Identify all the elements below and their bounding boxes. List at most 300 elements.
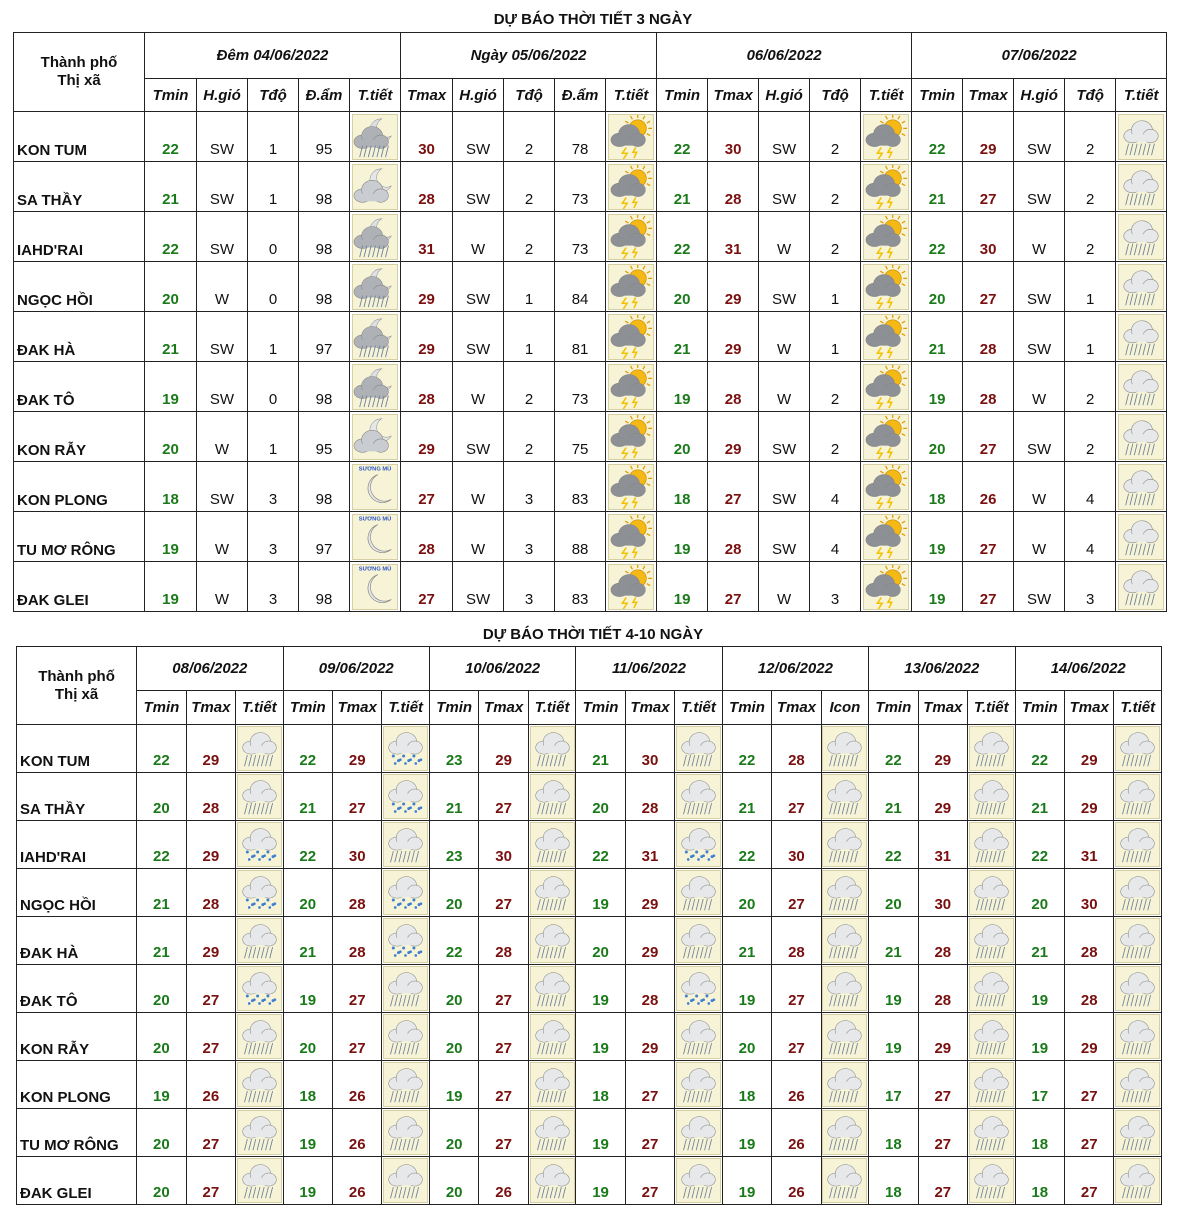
cloud-rain-icon	[1115, 1014, 1160, 1059]
tmax-value: 29	[186, 917, 235, 965]
wind-level: 3	[504, 512, 555, 562]
weather-icon-cell	[821, 725, 868, 773]
weather-icon-cell	[968, 1013, 1015, 1061]
weather-icon-cell	[236, 1061, 283, 1109]
tmin-value: 22	[869, 821, 918, 869]
weather-icon-cell	[350, 462, 401, 512]
tmax-value: 27	[186, 1157, 235, 1205]
humidity: 98	[299, 212, 350, 262]
cloud-rain-icon	[383, 1110, 428, 1155]
wind-level: 2	[504, 162, 555, 212]
tmin-value: 19	[912, 512, 963, 562]
cloud-showers-icon	[237, 966, 282, 1011]
humidity: 97	[299, 512, 350, 562]
date-header: 12/06/2022	[722, 647, 868, 691]
tmax-value: 29	[708, 412, 759, 462]
weather-icon-cell	[350, 112, 401, 162]
tmin-value: 19	[576, 965, 625, 1013]
tmax-value: 27	[186, 1013, 235, 1061]
column-header: Tmax	[918, 691, 967, 725]
tmax-value: 31	[625, 821, 674, 869]
tmin-value: 22	[137, 725, 186, 773]
table-row	[14, 462, 1167, 512]
wind-direction: SW	[197, 462, 248, 512]
tmax-value: 26	[333, 1061, 382, 1109]
wind-direction: SW	[453, 412, 504, 462]
thunderstorm-sun-icon	[608, 214, 654, 260]
wind-direction: SW	[197, 362, 248, 412]
tmin-value: 21	[722, 917, 771, 965]
tmin-value: 20	[137, 773, 186, 821]
weather-icon-cell	[861, 162, 912, 212]
cloud-showers-icon	[383, 774, 428, 819]
city-name: KON RẪY	[17, 1013, 137, 1061]
wind-direction: W	[759, 362, 810, 412]
column-header: Tđộ	[248, 79, 299, 112]
thunderstorm-sun-icon	[863, 114, 909, 160]
wind-level: 0	[248, 362, 299, 412]
tmin-value: 20	[145, 262, 197, 312]
cloud-rain-icon	[530, 966, 575, 1011]
wind-level: 4	[1065, 462, 1116, 512]
tmin-value: 19	[283, 1109, 332, 1157]
cloud-rain-icon	[676, 726, 721, 771]
thunderstorm-sun-icon	[863, 264, 909, 310]
weather-icon-cell	[821, 917, 868, 965]
tmin-value: 21	[912, 162, 963, 212]
tmax-value: 30	[479, 821, 528, 869]
column-header: T.tiết	[382, 691, 429, 725]
weather-icon-cell	[861, 562, 912, 612]
tmin-value: 20	[137, 1013, 186, 1061]
tmin-value: 22	[283, 725, 332, 773]
tmin-value: 20	[429, 1157, 478, 1205]
tmax-value: 30	[772, 821, 821, 869]
cloud-rain-icon	[1118, 364, 1164, 410]
city-name: NGỌC HỒI	[14, 262, 145, 312]
humidity: 98	[299, 362, 350, 412]
column-header: Tmin	[722, 691, 771, 725]
city-name: KON PLONG	[14, 462, 145, 512]
tmin-value: 22	[137, 821, 186, 869]
weather-icon-cell	[1116, 112, 1167, 162]
tmin-value: 19	[657, 512, 708, 562]
tmin-value: 20	[283, 869, 332, 917]
wind-direction: W	[197, 412, 248, 462]
table-row	[17, 1157, 1162, 1205]
column-header: Tđộ	[1065, 79, 1116, 112]
column-header: Tmax	[708, 79, 759, 112]
wind-level: 3	[504, 462, 555, 512]
tmin-value: 22	[429, 917, 478, 965]
tmin-value: 19	[1015, 1013, 1064, 1061]
wind-level: 2	[1065, 162, 1116, 212]
cloud-rain-icon	[530, 918, 575, 963]
cloud-rain-icon	[530, 726, 575, 771]
tmin-value: 21	[1015, 917, 1064, 965]
tmax-value: 27	[1064, 1157, 1113, 1205]
wind-level: 0	[248, 212, 299, 262]
weather-icon-cell	[861, 362, 912, 412]
cloud-showers-icon	[237, 870, 282, 915]
cloud-rain-icon	[383, 1062, 428, 1107]
tmin-value: 21	[657, 312, 708, 362]
table-row	[17, 821, 1162, 869]
tmax-value: 30	[963, 212, 1014, 262]
tmax-value: 30	[708, 112, 759, 162]
wind-direction: SW	[197, 112, 248, 162]
wind-level: 2	[810, 162, 861, 212]
humidity: 84	[555, 262, 606, 312]
tmin-value: 18	[722, 1061, 771, 1109]
cloud-rain-icon	[237, 1158, 282, 1203]
tmax-value: 28	[333, 869, 382, 917]
weather-icon-cell	[350, 512, 401, 562]
date-header: Ngày 05/06/2022	[401, 33, 657, 79]
cloud-rain-icon	[383, 1158, 428, 1203]
tmin-value: 19	[722, 1109, 771, 1157]
tmax-value: 30	[625, 725, 674, 773]
cloud-rain-icon	[237, 1014, 282, 1059]
wind-direction: W	[453, 462, 504, 512]
tmax-value: 26	[772, 1157, 821, 1205]
column-header: Tmin	[1015, 691, 1064, 725]
wind-level: 1	[1065, 262, 1116, 312]
tmax-value: 27	[625, 1157, 674, 1205]
tmin-value: 20	[429, 1013, 478, 1061]
tmax-value: 27	[479, 1109, 528, 1157]
short-forecast-table	[13, 32, 1167, 612]
cloud-rain-icon	[676, 1158, 721, 1203]
weather-icon-cell	[350, 362, 401, 412]
tmin-value: 21	[657, 162, 708, 212]
humidity: 81	[555, 312, 606, 362]
tmax-value: 31	[708, 212, 759, 262]
weather-icon-cell	[236, 1157, 283, 1205]
tmin-value: 21	[137, 869, 186, 917]
weather-icon-cell	[821, 1109, 868, 1157]
night-fog-icon	[352, 464, 398, 510]
thunderstorm-sun-icon	[608, 414, 654, 460]
tmin-value: 18	[869, 1157, 918, 1205]
thunderstorm-sun-icon	[863, 564, 909, 610]
weather-icon-cell	[236, 1013, 283, 1061]
thunderstorm-sun-icon	[608, 464, 654, 510]
weather-icon-cell	[861, 212, 912, 262]
cloud-rain-icon	[1118, 464, 1164, 510]
tmax-value: 27	[708, 562, 759, 612]
cloud-rain-icon	[822, 918, 867, 963]
cloud-rain-icon	[383, 822, 428, 867]
wind-direction: W	[453, 512, 504, 562]
tmax-value: 26	[772, 1061, 821, 1109]
date-header: 06/06/2022	[657, 33, 912, 79]
city-name: ĐAK GLEI	[14, 562, 145, 612]
column-header: Tmax	[186, 691, 235, 725]
tmin-value: 20	[137, 1157, 186, 1205]
cloud-rain-icon	[237, 726, 282, 771]
wind-level: 4	[1065, 512, 1116, 562]
wind-direction: SW	[1014, 562, 1065, 612]
date-header: Đêm 04/06/2022	[145, 33, 401, 79]
tmin-value: 19	[657, 562, 708, 612]
wind-direction: SW	[453, 162, 504, 212]
night-cloud-icon	[352, 414, 398, 460]
column-header: Tmin	[657, 79, 708, 112]
wind-direction: SW	[1014, 412, 1065, 462]
tmax-value: 28	[772, 917, 821, 965]
tmin-value: 20	[429, 869, 478, 917]
weather-icon-cell	[821, 869, 868, 917]
tmax-value: 26	[963, 462, 1014, 512]
weather-icon-cell	[350, 262, 401, 312]
night-fog-icon	[352, 564, 398, 610]
thunderstorm-sun-icon	[863, 364, 909, 410]
tmax-value: 27	[708, 462, 759, 512]
table-row	[14, 512, 1167, 562]
weather-icon-cell	[861, 412, 912, 462]
tmax-value: 27	[918, 1109, 967, 1157]
weather-icon-cell	[350, 312, 401, 362]
tmin-value: 19	[283, 1157, 332, 1205]
wind-direction: SW	[759, 412, 810, 462]
column-header: T.tiết	[968, 691, 1015, 725]
wind-direction: SW	[453, 112, 504, 162]
tmax-value: 29	[918, 1013, 967, 1061]
table-row	[14, 412, 1167, 462]
tmax-value: 29	[708, 262, 759, 312]
weather-icon-cell	[968, 1109, 1015, 1157]
tmin-value: 20	[1015, 869, 1064, 917]
night-cloud-rain-icon	[352, 114, 398, 160]
column-header: Tđộ	[504, 79, 555, 112]
tmax-value: 28	[708, 162, 759, 212]
city-name: SA THẦY	[17, 773, 137, 821]
thunderstorm-sun-icon	[608, 564, 654, 610]
weather-icon-cell	[675, 725, 722, 773]
city-name: TU MƠ RÔNG	[17, 1109, 137, 1157]
wind-direction: SW	[197, 312, 248, 362]
wind-level: 3	[248, 462, 299, 512]
weather-icon-cell	[1116, 212, 1167, 262]
cloud-rain-icon	[1118, 314, 1164, 360]
weather-icon-cell	[382, 1013, 429, 1061]
tmin-value: 19	[657, 362, 708, 412]
cloud-rain-icon	[1115, 822, 1160, 867]
weather-icon-cell	[236, 725, 283, 773]
weather-icon-cell	[968, 917, 1015, 965]
tmin-value: 19	[145, 512, 197, 562]
cloud-rain-icon	[530, 1014, 575, 1059]
weather-icon-cell	[606, 212, 657, 262]
tmin-value: 19	[869, 965, 918, 1013]
city-name: IAHD'RAI	[14, 212, 145, 262]
humidity: 83	[555, 462, 606, 512]
tmax-value: 30	[918, 869, 967, 917]
wind-direction: SW	[759, 262, 810, 312]
weather-icon-cell	[1116, 512, 1167, 562]
tmax-value: 29	[963, 112, 1014, 162]
table-row	[14, 212, 1167, 262]
tmin-value: 19	[722, 965, 771, 1013]
weather-icon-cell	[606, 562, 657, 612]
tmin-value: 21	[137, 917, 186, 965]
weather-icon-cell	[350, 162, 401, 212]
tmin-value: 19	[1015, 965, 1064, 1013]
tmin-value: 19	[869, 1013, 918, 1061]
tmax-value: 28	[401, 162, 453, 212]
thunderstorm-sun-icon	[863, 514, 909, 560]
tmax-value: 28	[186, 773, 235, 821]
date-header: 13/06/2022	[869, 647, 1015, 691]
thunderstorm-sun-icon	[608, 314, 654, 360]
cloud-rain-icon	[1118, 514, 1164, 560]
tmax-value: 29	[333, 725, 382, 773]
weather-icon-cell	[528, 773, 575, 821]
tmin-value: 20	[137, 1109, 186, 1157]
weather-icon-cell	[1114, 869, 1162, 917]
weather-icon-cell	[528, 965, 575, 1013]
cloud-rain-icon	[969, 918, 1014, 963]
cloud-rain-icon	[969, 966, 1014, 1011]
humidity: 73	[555, 362, 606, 412]
svg-text:SƯƠNG MÙ: SƯƠNG MÙ	[358, 566, 392, 573]
humidity: 75	[555, 412, 606, 462]
humidity: 97	[299, 312, 350, 362]
weather-icon-cell	[382, 1109, 429, 1157]
weather-icon-cell	[968, 1157, 1015, 1205]
tmin-value: 18	[576, 1061, 625, 1109]
humidity: 98	[299, 162, 350, 212]
night-cloud-rain-icon	[352, 264, 398, 310]
tmin-value: 22	[912, 212, 963, 262]
tmax-value: 27	[963, 262, 1014, 312]
weather-icon-cell	[1116, 462, 1167, 512]
cloud-rain-icon	[676, 1062, 721, 1107]
cloud-showers-icon	[676, 966, 721, 1011]
tmin-value: 20	[722, 869, 771, 917]
city-name: KON TUM	[14, 112, 145, 162]
wind-direction: SW	[1014, 262, 1065, 312]
tmin-value: 22	[722, 821, 771, 869]
cloud-showers-icon	[383, 918, 428, 963]
column-header: Tmin	[283, 691, 332, 725]
column-header: T.tiết	[675, 691, 722, 725]
tmin-value: 19	[283, 965, 332, 1013]
column-header: T.tiết	[528, 691, 575, 725]
tmin-value: 21	[283, 773, 332, 821]
table-row	[17, 1109, 1162, 1157]
wind-level: 1	[810, 262, 861, 312]
wind-level: 4	[810, 512, 861, 562]
humidity: 98	[299, 462, 350, 512]
wind-direction: W	[1014, 462, 1065, 512]
wind-direction: SW	[759, 162, 810, 212]
weather-icon-cell	[968, 773, 1015, 821]
tmax-value: 28	[963, 362, 1014, 412]
tmax-value: 29	[186, 725, 235, 773]
tmax-value: 27	[918, 1061, 967, 1109]
tmin-value: 21	[869, 917, 918, 965]
tmin-value: 21	[722, 773, 771, 821]
tmin-value: 19	[145, 362, 197, 412]
weather-icon-cell	[675, 773, 722, 821]
wind-level: 3	[1065, 562, 1116, 612]
tmax-value: 29	[401, 412, 453, 462]
cloud-rain-icon	[822, 1158, 867, 1203]
cloud-rain-icon	[822, 1014, 867, 1059]
tmax-value: 27	[186, 965, 235, 1013]
weather-icon-cell	[382, 725, 429, 773]
tmin-value: 21	[869, 773, 918, 821]
city-name: KON PLONG	[17, 1061, 137, 1109]
table-row	[14, 362, 1167, 412]
cloud-rain-icon	[383, 1014, 428, 1059]
weather-icon-cell	[606, 362, 657, 412]
cloud-rain-icon	[530, 774, 575, 819]
tmax-value: 29	[1064, 725, 1113, 773]
wind-direction: SW	[453, 262, 504, 312]
weather-icon-cell	[675, 1109, 722, 1157]
wind-level: 0	[248, 262, 299, 312]
weather-icon-cell	[861, 112, 912, 162]
cloud-rain-icon	[676, 1014, 721, 1059]
wind-level: 2	[1065, 112, 1116, 162]
weather-icon-cell	[606, 512, 657, 562]
wind-direction: W	[197, 262, 248, 312]
column-header: Tmax	[625, 691, 674, 725]
night-cloud-rain-icon	[352, 364, 398, 410]
cloud-rain-icon	[530, 1110, 575, 1155]
wind-level: 3	[248, 562, 299, 612]
humidity: 95	[299, 412, 350, 462]
tmax-value: 30	[1064, 869, 1113, 917]
weather-icon-cell	[236, 869, 283, 917]
wind-level: 2	[504, 362, 555, 412]
tmax-value: 27	[479, 773, 528, 821]
wind-level: 1	[248, 312, 299, 362]
wind-level: 2	[810, 212, 861, 262]
thunderstorm-sun-icon	[608, 164, 654, 210]
weather-icon-cell	[1114, 821, 1162, 869]
table-row	[17, 1013, 1162, 1061]
weather-icon-cell	[382, 773, 429, 821]
cloud-rain-icon	[822, 966, 867, 1011]
city-name: ĐAK TÔ	[14, 362, 145, 412]
wind-direction: SW	[453, 562, 504, 612]
wind-level: 3	[248, 512, 299, 562]
wind-level: 2	[1065, 362, 1116, 412]
tmin-value: 19	[145, 562, 197, 612]
weather-icon-cell	[968, 725, 1015, 773]
weather-icon-cell	[1116, 262, 1167, 312]
tmin-value: 22	[283, 821, 332, 869]
column-header: Tmin	[576, 691, 625, 725]
tmax-value: 27	[918, 1157, 967, 1205]
cloud-rain-icon	[969, 1014, 1014, 1059]
tmin-value: 20	[429, 965, 478, 1013]
weather-icon-cell	[968, 821, 1015, 869]
tmax-value: 28	[625, 773, 674, 821]
table-row	[14, 562, 1167, 612]
wind-direction: SW	[1014, 312, 1065, 362]
cloud-rain-icon	[1118, 414, 1164, 460]
tmax-value: 27	[1064, 1061, 1113, 1109]
humidity: 98	[299, 262, 350, 312]
date-header: 08/06/2022	[137, 647, 283, 691]
tmax-value: 28	[918, 965, 967, 1013]
tmin-value: 20	[657, 262, 708, 312]
